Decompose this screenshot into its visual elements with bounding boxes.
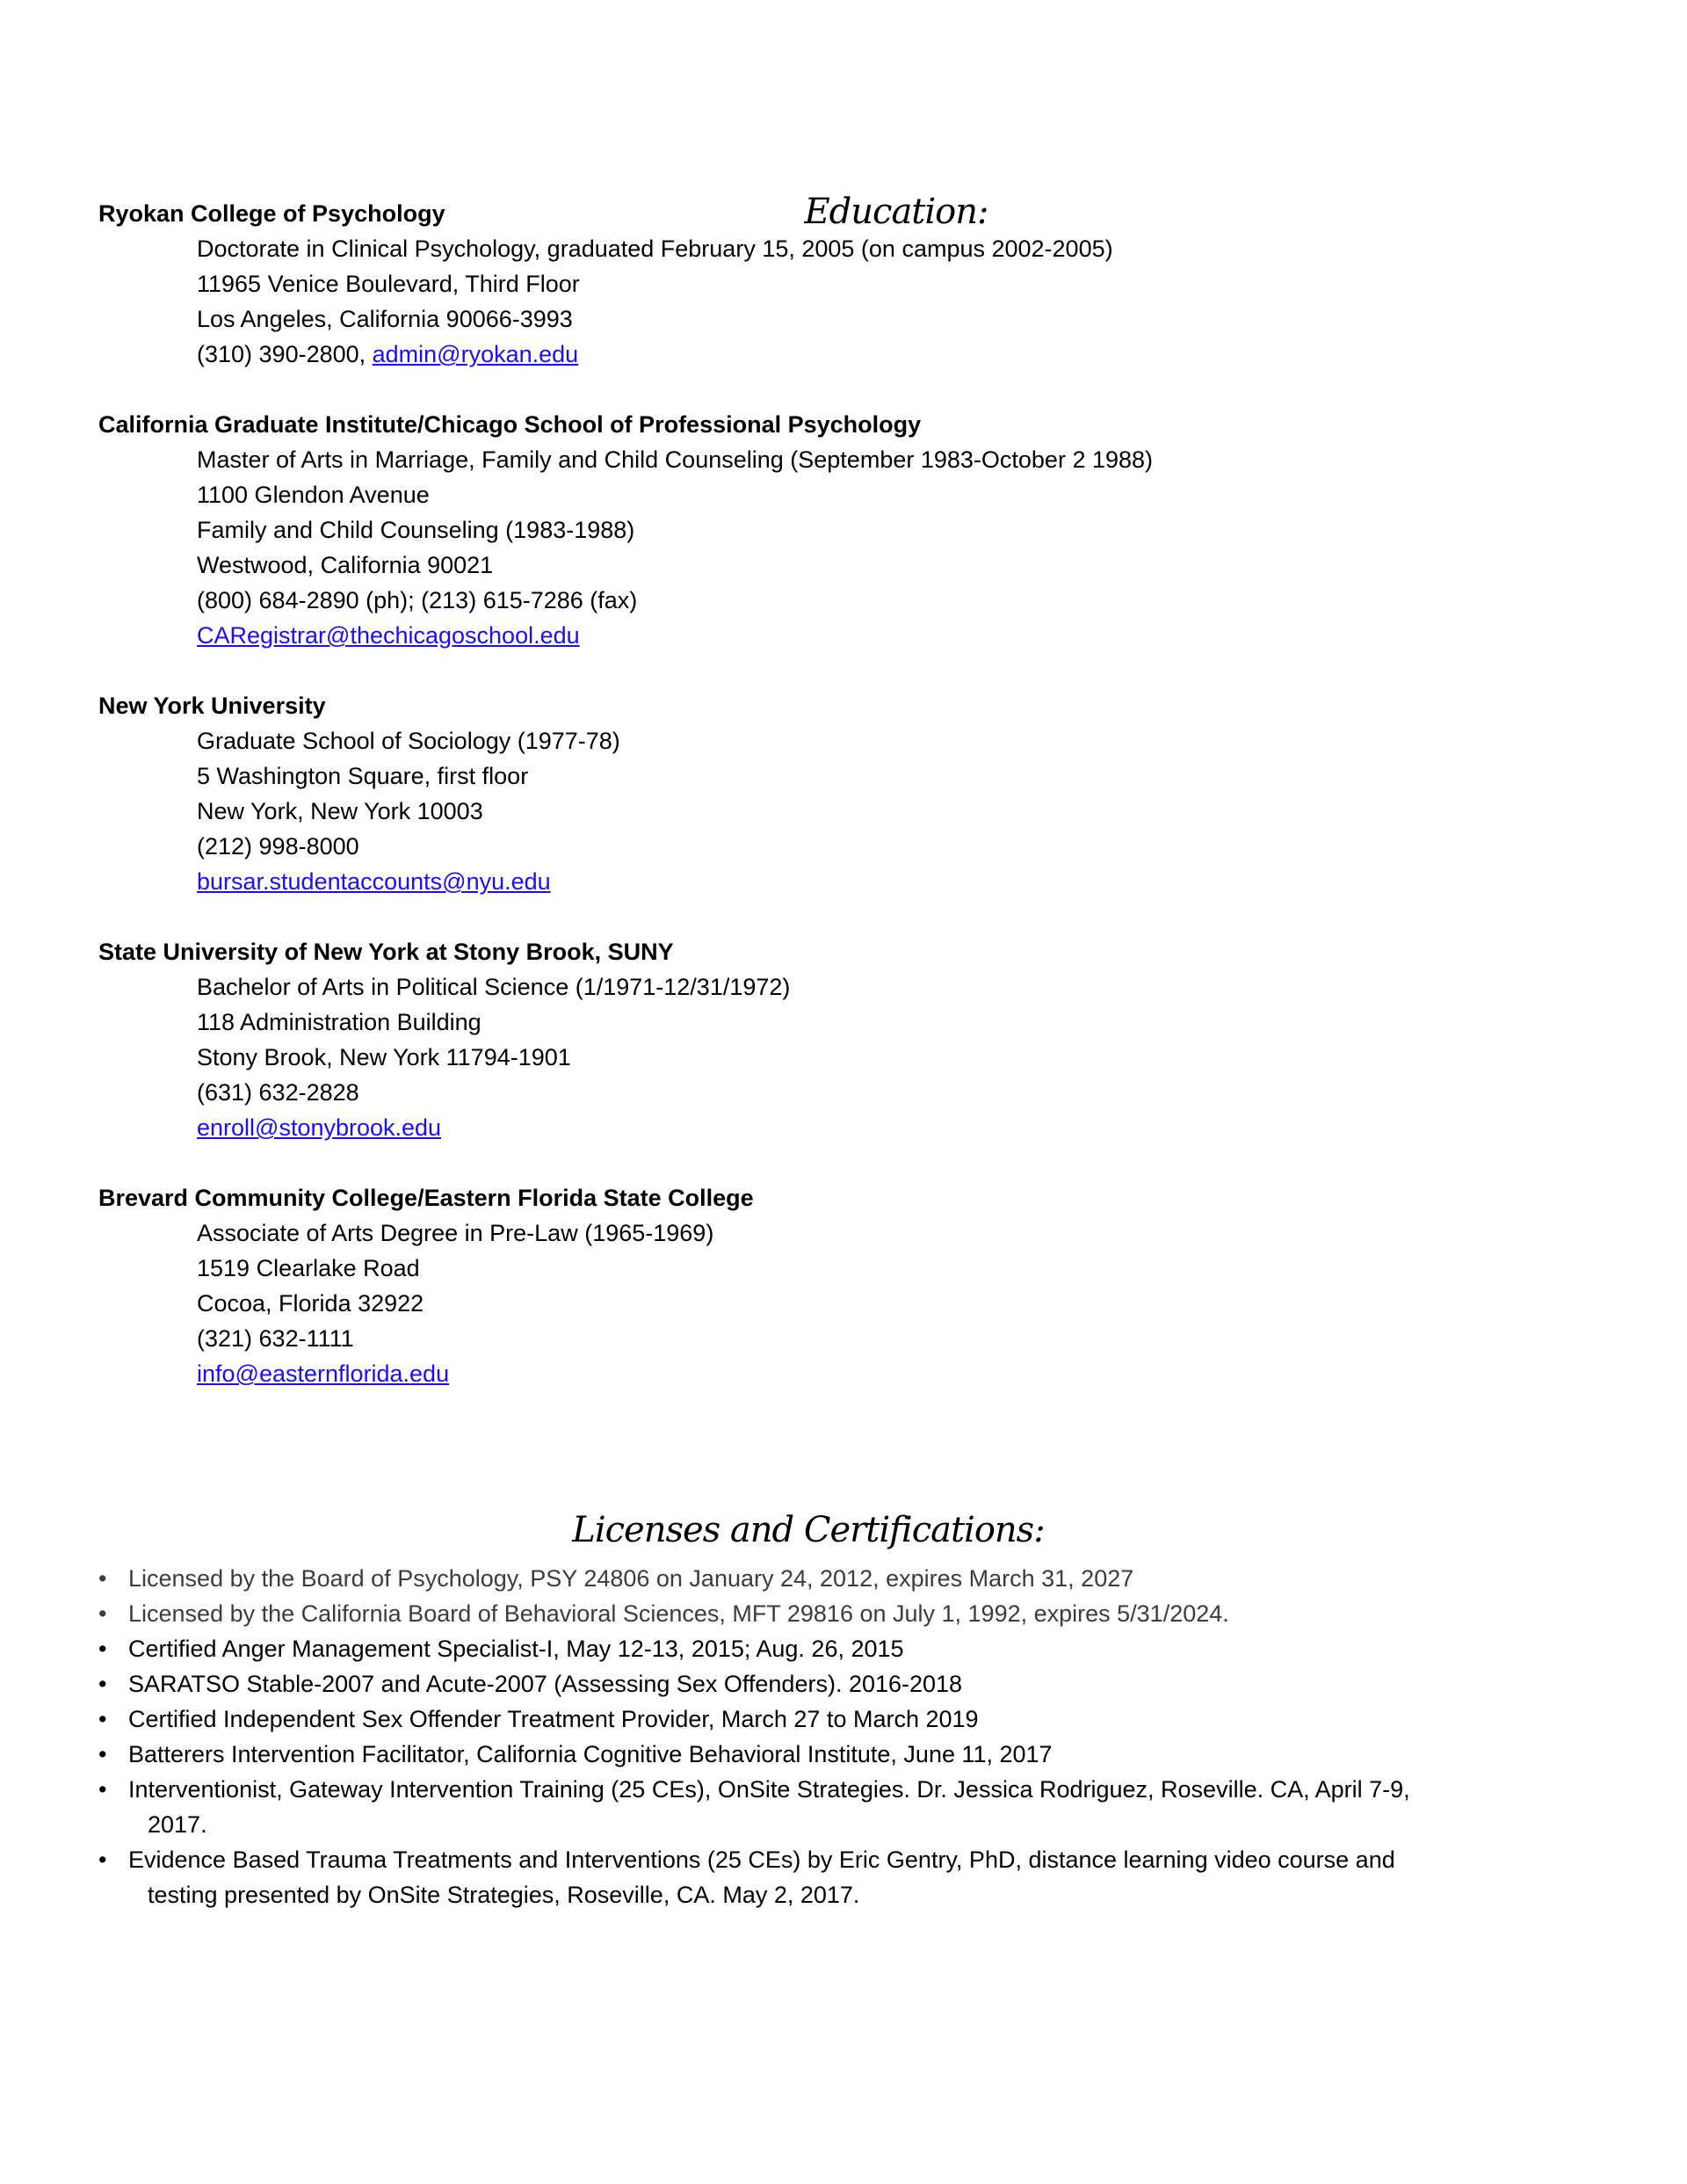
school-detail-line: 1100 Glendon Avenue xyxy=(197,482,430,508)
school-name: State University of New York at Stony Brook, SUNY xyxy=(98,939,674,965)
license-text: Evidence Based Trauma Treatments and Interventions (25 CEs) by Eric Gentry, PhD, distance learning video course and xyxy=(128,1847,1395,1873)
license-text: Certified Anger Management Specialist-I, May 12-13, 2015; Aug. 26, 2015 xyxy=(128,1636,904,1662)
email-link[interactable]: admin@ryokan.edu xyxy=(372,341,579,367)
email-link[interactable]: bursar.studentaccounts@nyu.edu xyxy=(197,868,551,895)
school-detail-line: Associate of Arts Degree in Pre-Law (1965-1969) xyxy=(197,1220,714,1246)
school-entry xyxy=(98,1180,1153,1391)
school-detail-line: (800) 684-2890 (ph); (213) 615-7286 (fax) xyxy=(197,587,638,613)
bullet-icon: • xyxy=(98,1565,107,1592)
school-contact-line xyxy=(98,1110,1153,1145)
school-detail-line: 1519 Clearlake Road xyxy=(197,1255,420,1281)
license-text: Certified Independent Sex Offender Treatment Provider, March 27 to March 2019 xyxy=(128,1706,979,1732)
school-detail-line: Los Angeles, California 90066-3993 xyxy=(197,306,573,332)
bullet-icon: • xyxy=(98,1776,107,1803)
license-item xyxy=(98,1737,1548,1772)
bullet-icon: • xyxy=(98,1847,107,1873)
school-entry xyxy=(98,688,1153,899)
school-contact-line xyxy=(98,1356,1153,1391)
school-name: California Graduate Institute/Chicago School of Professional Psychology xyxy=(98,411,922,438)
school-detail-line: Family and Child Counseling (1983-1988) xyxy=(197,517,635,543)
school-name: New York University xyxy=(98,693,326,719)
license-item xyxy=(98,1842,1548,1912)
license-item xyxy=(98,1561,1548,1596)
education-list xyxy=(98,196,1153,1391)
school-detail-line: Stony Brook, New York 11794-1901 xyxy=(197,1044,571,1070)
license-text-continued: testing presented by OnSite Strategies, Roseville, CA. May 2, 2017. xyxy=(148,1882,860,1908)
license-text: Licensed by the California Board of Behavioral Sciences, MFT 29816 on July 1, 1992, expires 5/31/2024. xyxy=(128,1600,1229,1627)
email-link[interactable]: info@easternflorida.edu xyxy=(197,1360,450,1387)
license-item xyxy=(98,1701,1548,1737)
school-detail-line: 118 Administration Building xyxy=(197,1009,481,1035)
school-detail-line: New York, New York 10003 xyxy=(197,798,483,824)
license-item xyxy=(98,1631,1548,1666)
licenses-heading: Licenses and Certifications: xyxy=(572,1510,1045,1550)
license-text: Licensed by the Board of Psychology, PSY 24806 on January 24, 2012, expires March 31, 2027 xyxy=(128,1565,1134,1592)
license-text: Interventionist, Gateway Intervention Training (25 CEs), OnSite Strategies. Dr. Jessica Rodriguez, Roseville. CA, April 7-9, xyxy=(128,1776,1410,1803)
school-contact-line xyxy=(98,864,1153,899)
school-detail-line: Bachelor of Arts in Political Science (1/1971-12/31/1972) xyxy=(197,974,791,1000)
email-link[interactable]: CARegistrar@thechicagoschool.edu xyxy=(197,622,580,649)
school-detail-line: Graduate School of Sociology (1977-78) xyxy=(197,728,620,754)
school-contact-line xyxy=(98,618,1153,653)
licenses-list xyxy=(98,1561,1548,1912)
school-name: Ryokan College of Psychology xyxy=(98,200,445,227)
school-detail-line: 5 Washington Square, first floor xyxy=(197,763,529,789)
bullet-icon: • xyxy=(98,1636,107,1662)
license-item xyxy=(98,1772,1548,1842)
school-detail-line: 11965 Venice Boulevard, Third Floor xyxy=(197,271,580,297)
bullet-icon: • xyxy=(98,1706,107,1732)
bullet-icon: • xyxy=(98,1600,107,1627)
school-detail-line: (212) 998-8000 xyxy=(197,833,359,860)
school-detail-line: Doctorate in Clinical Psychology, graduated February 15, 2005 (on campus 2002-2005) xyxy=(197,236,1113,262)
email-link[interactable]: enroll@stonybrook.edu xyxy=(197,1114,442,1141)
school-detail-line: Master of Arts in Marriage, Family and Child Counseling (September 1983-October 2 1988) xyxy=(197,446,1154,473)
school-detail-line: Westwood, California 90021 xyxy=(197,552,494,578)
education-heading: Education: xyxy=(804,192,988,232)
school-entry xyxy=(98,196,1153,372)
school-detail-line: (631) 632-2828 xyxy=(197,1079,359,1106)
phone-text: (310) 390-2800, xyxy=(197,341,373,367)
license-text: SARATSO Stable-2007 and Acute-2007 (Assessing Sex Offenders). 2016-2018 xyxy=(128,1671,963,1697)
bullet-icon: • xyxy=(98,1671,107,1697)
license-text-continued: 2017. xyxy=(148,1811,207,1838)
license-text: Batterers Intervention Facilitator, California Cognitive Behavioral Institute, June 11, 2017 xyxy=(128,1741,1053,1767)
school-contact-line xyxy=(98,337,1153,372)
school-entry xyxy=(98,934,1153,1145)
license-item xyxy=(98,1666,1548,1701)
license-item xyxy=(98,1596,1548,1631)
school-detail-line: Cocoa, Florida 32922 xyxy=(197,1290,424,1317)
bullet-icon: • xyxy=(98,1741,107,1767)
school-entry xyxy=(98,407,1153,653)
school-name: Brevard Community College/Eastern Florida State College xyxy=(98,1185,754,1211)
school-detail-line: (321) 632-1111 xyxy=(197,1325,354,1352)
